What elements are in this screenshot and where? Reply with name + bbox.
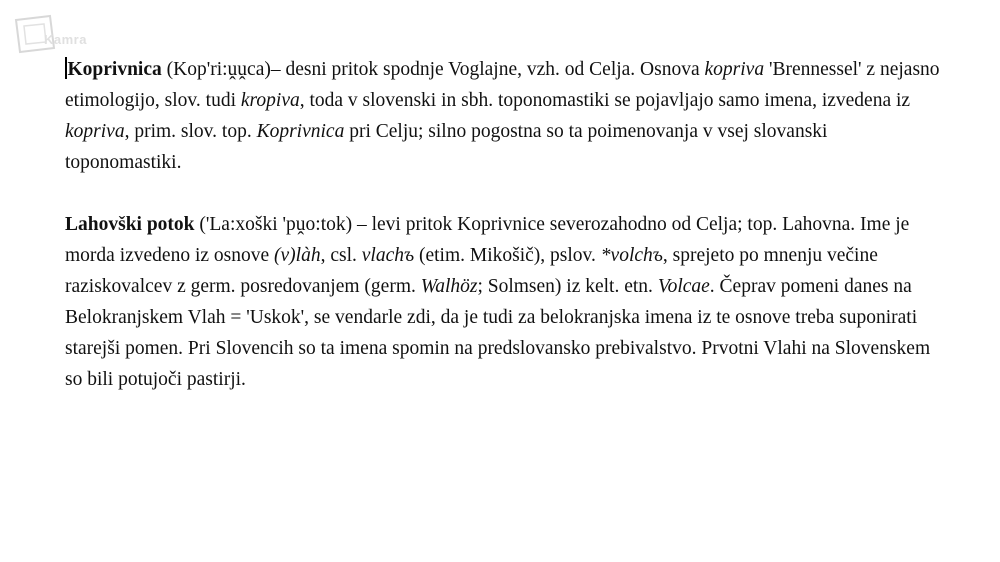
entry-italic-term: kropiva xyxy=(240,90,300,111)
entry-text: 'Brennessel' z nejasno etimologijo, slov. tudi xyxy=(65,59,940,111)
entry-text: , csl. xyxy=(320,245,362,266)
entry-text: . Čeprav pomeni danes na Belokranjskem Vlah = 'Uskok', se vendarle zdi, da je tudi za belokranjska imena iz te osnove treba suponirati starejši pomen. Pri Slovencih so ta imena spomin na predslovansko prebivalstvo. Prvotni Vlahi na Slovenskem so bili potujoči pastirji. xyxy=(65,276,931,390)
entry-text: pri Celju; silno pogostna so ta poimenovanja v vsej slovanski toponomastiki. xyxy=(65,121,828,173)
headword: Koprivnica xyxy=(67,59,162,80)
entry-text: (Kop'ri:ṷṷca)– desni pritok spodnje Voglajne, vzh. od Celja. Osnova xyxy=(161,59,705,80)
watermark-logo xyxy=(10,8,120,58)
entry-lahovski-potok xyxy=(65,209,945,395)
entry-italic-term: kopriva xyxy=(65,121,125,142)
entry-text: , sprejeto po mnenju večine raziskovalcev z germ. posredovanjem (germ. xyxy=(65,245,878,297)
entry-italic-term: (v)làh xyxy=(274,245,321,266)
entry-text: (etim. Mikošič), pslov. xyxy=(414,245,601,266)
entry-koprivnica xyxy=(65,54,945,178)
entry-italic-term: *volchъ xyxy=(600,245,663,266)
entry-italic-term: Walhöz xyxy=(420,276,478,297)
entry-italic-term: vlachъ xyxy=(361,245,415,266)
headword: Lahovški potok xyxy=(65,214,195,235)
entry-italic-term: Volcae xyxy=(657,276,710,297)
entry-text: , prim. slov. top. xyxy=(124,121,257,142)
watermark-text: Kamra xyxy=(44,32,87,47)
text-cursor xyxy=(65,57,67,79)
entry-text: , toda v slovenski in sbh. toponomastiki se pojavljajo samo imena, izvedena iz xyxy=(299,90,911,111)
entry-text: ('La:xoški 'pṷo:tok) – levi pritok Koprivnice severozahodno od Celja; top. Lahovna. Ime je morda izvedeno iz osnove xyxy=(65,214,910,266)
document-body xyxy=(65,54,945,395)
entry-italic-term: Koprivnica xyxy=(256,121,345,142)
entry-italic-term: kopriva xyxy=(704,59,765,80)
entry-text: ; Solmsen) iz kelt. etn. xyxy=(477,276,658,297)
